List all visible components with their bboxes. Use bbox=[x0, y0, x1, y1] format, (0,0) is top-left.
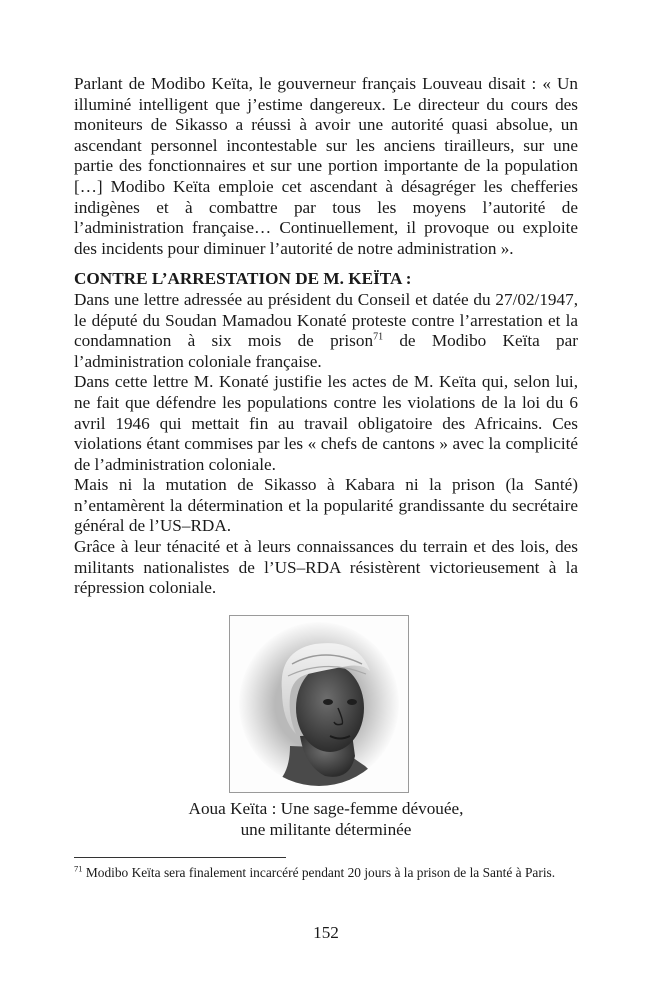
footnote-number: 71 bbox=[74, 863, 83, 874]
page-number: 152 bbox=[313, 923, 339, 942]
paragraph-us-rda-resistance: Grâce à leur ténacité et à leurs connaissances du terrain et des lois, des militants nationalistes de l’US–RDA résistèrent victorieusement à la répression coloniale. bbox=[74, 537, 578, 598]
portrait-illustration bbox=[230, 616, 408, 792]
caption-line-1: Aoua Keïta : Une sage-femme dévouée, bbox=[188, 799, 464, 818]
footnote-divider bbox=[74, 857, 286, 858]
figure-caption bbox=[74, 799, 578, 840]
paragraph-konate-letter-end: de Modibo Keïta par l’administration coloniale française. bbox=[74, 331, 578, 371]
paragraph-sikasso-kabara: Mais ni la mutation de Sikasso à Kabara ni la prison (la Santé) n’entamèrent la détermination et la popularité grandissante du secrétaire général de l’US–RDA. bbox=[74, 475, 578, 536]
footnote-reference[interactable]: 71 bbox=[373, 331, 384, 343]
portrait-photo bbox=[229, 615, 409, 793]
paragraph-konate-letter bbox=[74, 290, 578, 372]
footnote-text: Modibo Keïta sera finalement incarcéré pendant 20 jours à la prison de la Santé à Paris. bbox=[82, 865, 556, 880]
paragraph-konate-letter-start: Dans une lettre adressée au président du Conseil et datée du 27/02/1947, le député du Soudan Mamadou Konaté proteste contre l’arrestation et la condamnation à six mois de prison bbox=[74, 289, 578, 351]
paragraph-konate-justification: Dans cette lettre M. Konaté justifie les actes de M. Keïta qui, selon lui, ne fait que défendre les populations contre les violations de la loi du 6 avril 1946 qui mettait fin au travail obligatoire des Africains. Ces violations étant commises par les « chefs de cantons » avec la complicité de l’administration coloniale. bbox=[74, 372, 578, 474]
footnote bbox=[74, 864, 578, 881]
page-body bbox=[74, 74, 578, 599]
section-heading: CONTRE L’ARRESTATION DE M. KEÏTA : bbox=[74, 269, 412, 289]
paragraph-louveau-quote: Parlant de Modibo Keïta, le gouverneur français Louveau disait : « Un illuminé intelligent que j’estime dangereux. Le directeur du cours des moniteurs de Sikasso a réussi à avoir une autorité quasi absolue, un ascendant personnel incontestable sur les anciens tirailleurs, sur une partie des fonctionnaires et sur une portion importante de la population […] Modibo Keïta emploie cet ascendant à désagréger les chefferies indigènes et à combattre par tous les moyens l’autorité de l’administration française… Continuellement, il provoque ou exploite des incidents pour diminuer l’autorité de notre administration ». bbox=[74, 74, 578, 258]
caption-line-2: une militante déterminée bbox=[240, 819, 412, 839]
